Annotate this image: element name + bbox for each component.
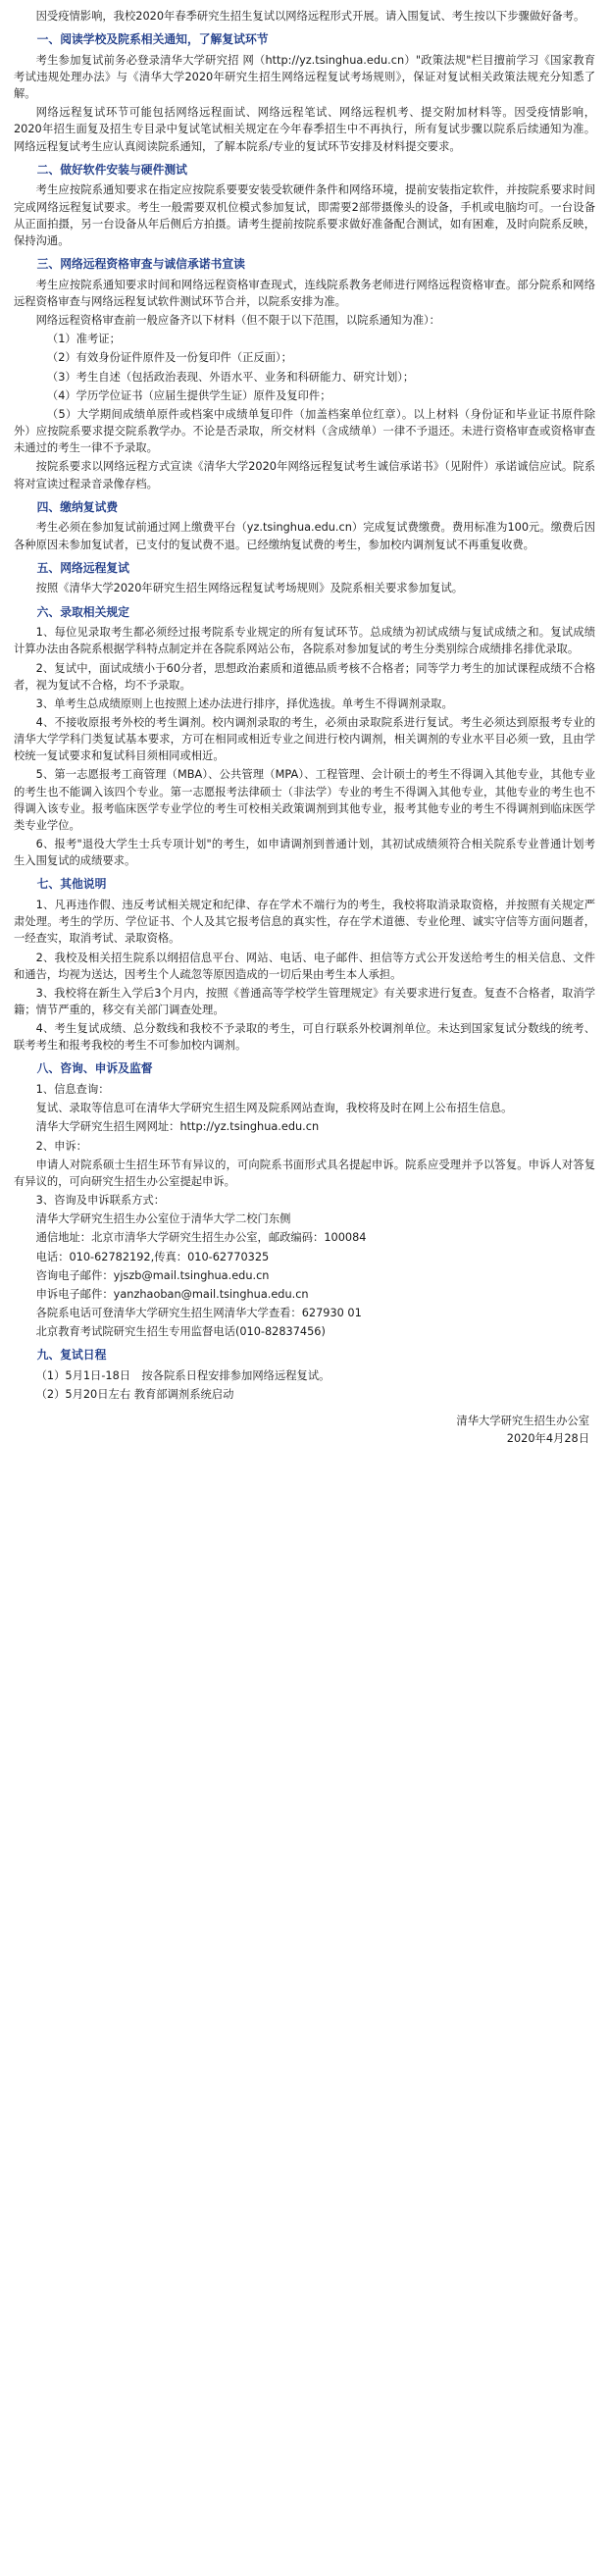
section-8-item-6: 3、咨询及申诉联系方式： — [35, 1194, 166, 1208]
section-3-item-5: （5）大学期间成绩单原件或档案中成绩单复印件（加盖档案单位红章）。以上材料（身份证和毕业证书原件除外）应按院系要求提交院系教学办。不论是否录取，所交材料（含成绩单）一律不予退还。未进行资格审查或资格审查未通过的考生一律不予录取。 — [14, 407, 595, 455]
section-heading-4: 四、缴纳复试费 — [36, 499, 119, 514]
section-heading-7: 七、其他说明 — [36, 877, 107, 892]
section-8-item-8: 通信地址：北京市清华大学研究生招生办公室，邮政编码：100084 — [35, 1231, 367, 1245]
section-heading-6: 六、录取相关规定 — [36, 604, 129, 619]
section-8-item-7: 清华大学研究生招生办公室位于清华大学二校门东侧 — [35, 1212, 291, 1226]
section-heading-1: 一、阅读学校及院系相关通知，了解复试环节 — [36, 32, 269, 47]
signature-organization: 清华大学研究生招生办公室 — [456, 1415, 589, 1428]
section-6-item-3: 3、单考生总成绩原则上也按照上述办法进行排序，择优选拔。单考生不得调剂录取。 — [35, 696, 453, 710]
section-3-paragraph-1: 考生应按院系通知要求时间和网络远程资格审查现式，连线院系教务老师进行网络远程资格审查。部分院系和网络远程资格审查与网络远程复试软件测试环节合并，以院系安排为准。 — [14, 278, 595, 308]
section-8-item-1: 1、信息查询： — [35, 1083, 110, 1097]
intro-paragraph: 因受疫情影响，我校2020年春季研究生招生复试以网络远程形式开展。请入围复试、考生按以下步骤做好备考。 — [35, 10, 585, 23]
section-8-item-9: 电话：010-62782192,传真：010-62770325 — [35, 1250, 270, 1263]
section-heading-5: 五、网络远程复试 — [36, 560, 129, 575]
section-2-paragraph-1: 考生应按院系通知要求在指定应按院系要要安装受软硬件条件和网络环境，提前安装指定软件，并按院系要求时间完成网络远程复试要求。考生一般需要双机位模式参加复试，即需要2部带摄像头的设备，手机或电脑均可。一台设备从正面拍摄，另一台设备从年后侧后方拍摄。请考生提前按院系要求做好准备配合测试，如有困难，及时向院系反映，保持沟通。 — [14, 183, 595, 247]
section-6-item-6: 6、报考"退役大学生士兵专项计划"的考生，如申请调剂到普通计划，其初试成绩须符合相关院系专业普通计划考生入围复试的成绩要求。 — [14, 838, 595, 868]
signature-date: 2020年4月28日 — [506, 1432, 589, 1446]
section-6-item-5: 5、第一志愿报考工商管理（MBA）、公共管理（MPA）、工程管理、会计硕士的考生不得调入其他专业，其他专业的考生也不能调入该四个专业。第一志愿报考法律硕士（非法学）专业的考生不得调入其他专业，其他专业的考生也不得调入该专业。报考临床医学专业学位的考生可校相关政策调剂到其他专业，报考其他专业的考生不得调剂到临床医学类专业学位。 — [14, 768, 595, 832]
section-heading-2: 二、做好软件安装与硬件测试 — [36, 162, 187, 177]
section-heading-3: 三、网络远程资格审查与诚信承诺书宣读 — [36, 257, 245, 272]
section-8-item-10: 咨询电子邮件：yjszb@mail.tsinghua.edu.cn — [35, 1268, 270, 1282]
section-5-paragraph-1: 按照《清华大学2020年研究生招生网络远程复试考场规则》及院系相关要求参加复试。 — [35, 582, 464, 595]
signature-block — [14, 1413, 595, 1448]
section-heading-8: 八、咨询、申诉及监督 — [36, 1061, 153, 1076]
section-1-paragraph-1: 考生参加复试前务必登录清华大学研究招 网（http://yz.tsinghua.edu.cn）"政策法规"栏目擅前学习《国家教育考试违规处理办法》与《清华大学2020年研究生招生网络远程复试考场规则》，保证对复试相关政策法规充分知悉了解。 — [14, 53, 595, 101]
section-7-item-3: 3、我校将在新生入学后3个月内，按照《普通高等学校学生管理规定》有关要求进行复查。复查不合格者，取消学籍；情节严重的，移交有关部门调查处理。 — [14, 986, 595, 1016]
section-6-item-2: 2、复试中，面试成绩小于60分者，思想政治素质和道德品质考核不合格者；同等学力考生的加试课程成绩不合格者，视为复试不合格，均不予录取。 — [14, 661, 595, 692]
section-8-item-12: 各院系电话可登清华大学研究生招生网清华大学查看：627930 01 — [35, 1307, 362, 1320]
section-3-paragraph-2: 网络远程资格审查前一般应备齐以下材料（但不限于以下范围，以院系通知为准）： — [35, 314, 440, 328]
section-8-item-13: 北京教育考试院研究生招生专用监督电话(010-82837456) — [35, 1325, 326, 1339]
section-3-item-4: （4）学历学位证书（应届生提供学生证）原件及复印件； — [46, 388, 331, 402]
section-heading-9: 九、复试日程 — [36, 1348, 107, 1363]
section-3-item-3: （3）考生自述（包括政治表现、外语水平、业务和科研能力、研究计划）； — [46, 370, 415, 384]
section-8-item-2: 复试、录取等信息可在清华大学研究生招生网及院系网站查询，我校将及时在网上公布招生信息。 — [35, 1102, 513, 1115]
section-9-item-1: （1）5月1日-18日 按各院系日程安排参加网络远程复试。 — [35, 1369, 330, 1383]
section-3-item-2: （2）有效身份证件原件及一份复印件（正反面）； — [46, 351, 292, 365]
section-6-item-4: 4、不接收原报考外校的考生调剂。校内调剂录取的考生，必须由录取院系进行复试。考生必须达到原报考专业的清华大学学科门类复试基本要求，方可在相同或相近专业之间进行校内调剂，相关调剂的专业水平目必须一致，且由学校统一复试要求和复试科目须相同或相近。 — [14, 715, 595, 763]
section-3-tail-1: 按院系要求以网络远程方式宣读《清华大学2020年网络远程复试考生诚信承诺书》（见附件）承诺诚信应试。院系将对宣读过程录音录像存档。 — [14, 460, 595, 490]
section-1-paragraph-2: 网络远程复试环节可能包括网络远程面试、网络远程笔试、网络远程机考、提交附加材料等。因受疫情影响，2020年招生面复及招生专目录中复试笔试相关规定在今年春季招生中不再执行，所有复试步骤以院系后续通知为准。网络远程复试考生应认真阅读院系通知，了解本院系/专业的复试环节安排及材料提交要求。 — [14, 106, 595, 153]
section-4-paragraph-1: 考生必须在参加复试前通过网上缴费平台（yz.tsinghua.edu.cn）完成复试费缴费。费用标准为100元。缴费后因各种原因未参加复试者，已支付的复试费不退。已经缴纳复试费的考生，参加校内调剂复试不再重复收费。 — [14, 521, 595, 551]
section-8-item-3: 清华大学研究生招生网网址：http://yz.tsinghua.edu.cn — [35, 1120, 320, 1134]
section-9-item-2: （2）5月20日左右 教育部调剂系统启动 — [35, 1388, 234, 1402]
section-3-item-1: （1）准考证； — [46, 333, 121, 346]
intro-block — [14, 8, 595, 25]
section-6-item-1: 1、每位见录取考生都必须经过报考院系专业规定的所有复试环节。总成绩为初试成绩与复试成绩之和。复试成绩计算办法由各院系根据学科特点制定并在各院系网站公布，各院系对参加复试的考生分类别综合成绩排名排优录取。 — [14, 626, 595, 656]
section-7-item-2: 2、我校及相关招生院系以纲招信息平台、网站、电话、电子邮件、担信等方式公开发送给考生的相关信息、文件和通告，均视为送达，因考生个人疏忽等原因造成的一切后果由考生本人承担。 — [14, 951, 595, 981]
section-8-item-11: 申诉电子邮件：yanzhaoban@mail.tsinghua.edu.cn — [35, 1287, 309, 1301]
section-8-item-5: 申请人对院系硕士生招生环节有异议的，可向院系书面形式具名提起申诉。院系应受理并予以答复。申诉人对答复有异议的，可向研究生招生办公室提起申诉。 — [14, 1158, 595, 1188]
section-7-item-4: 4、考生复试成绩、总分数线和我校不予录取的考生，可自行联系外校调剂单位。未达到国家复试分数线的统考、联考考生和报考我校的考生不可参加校内调剂。 — [14, 1022, 595, 1053]
section-7-item-1: 1、凡再违作假、违反考试相关规定和纪律、存在学术不端行为的考生，我校将取消录取资格，并按照有关规定严肃处理。考生的学历、学位证书、个人及其它报考信息的真实性，存在学术道德、专业伦理、诚实守信等方面问题者，一经查实，取消考试、录取资格。 — [14, 899, 595, 946]
section-8-item-4: 2、申诉： — [35, 1139, 87, 1153]
